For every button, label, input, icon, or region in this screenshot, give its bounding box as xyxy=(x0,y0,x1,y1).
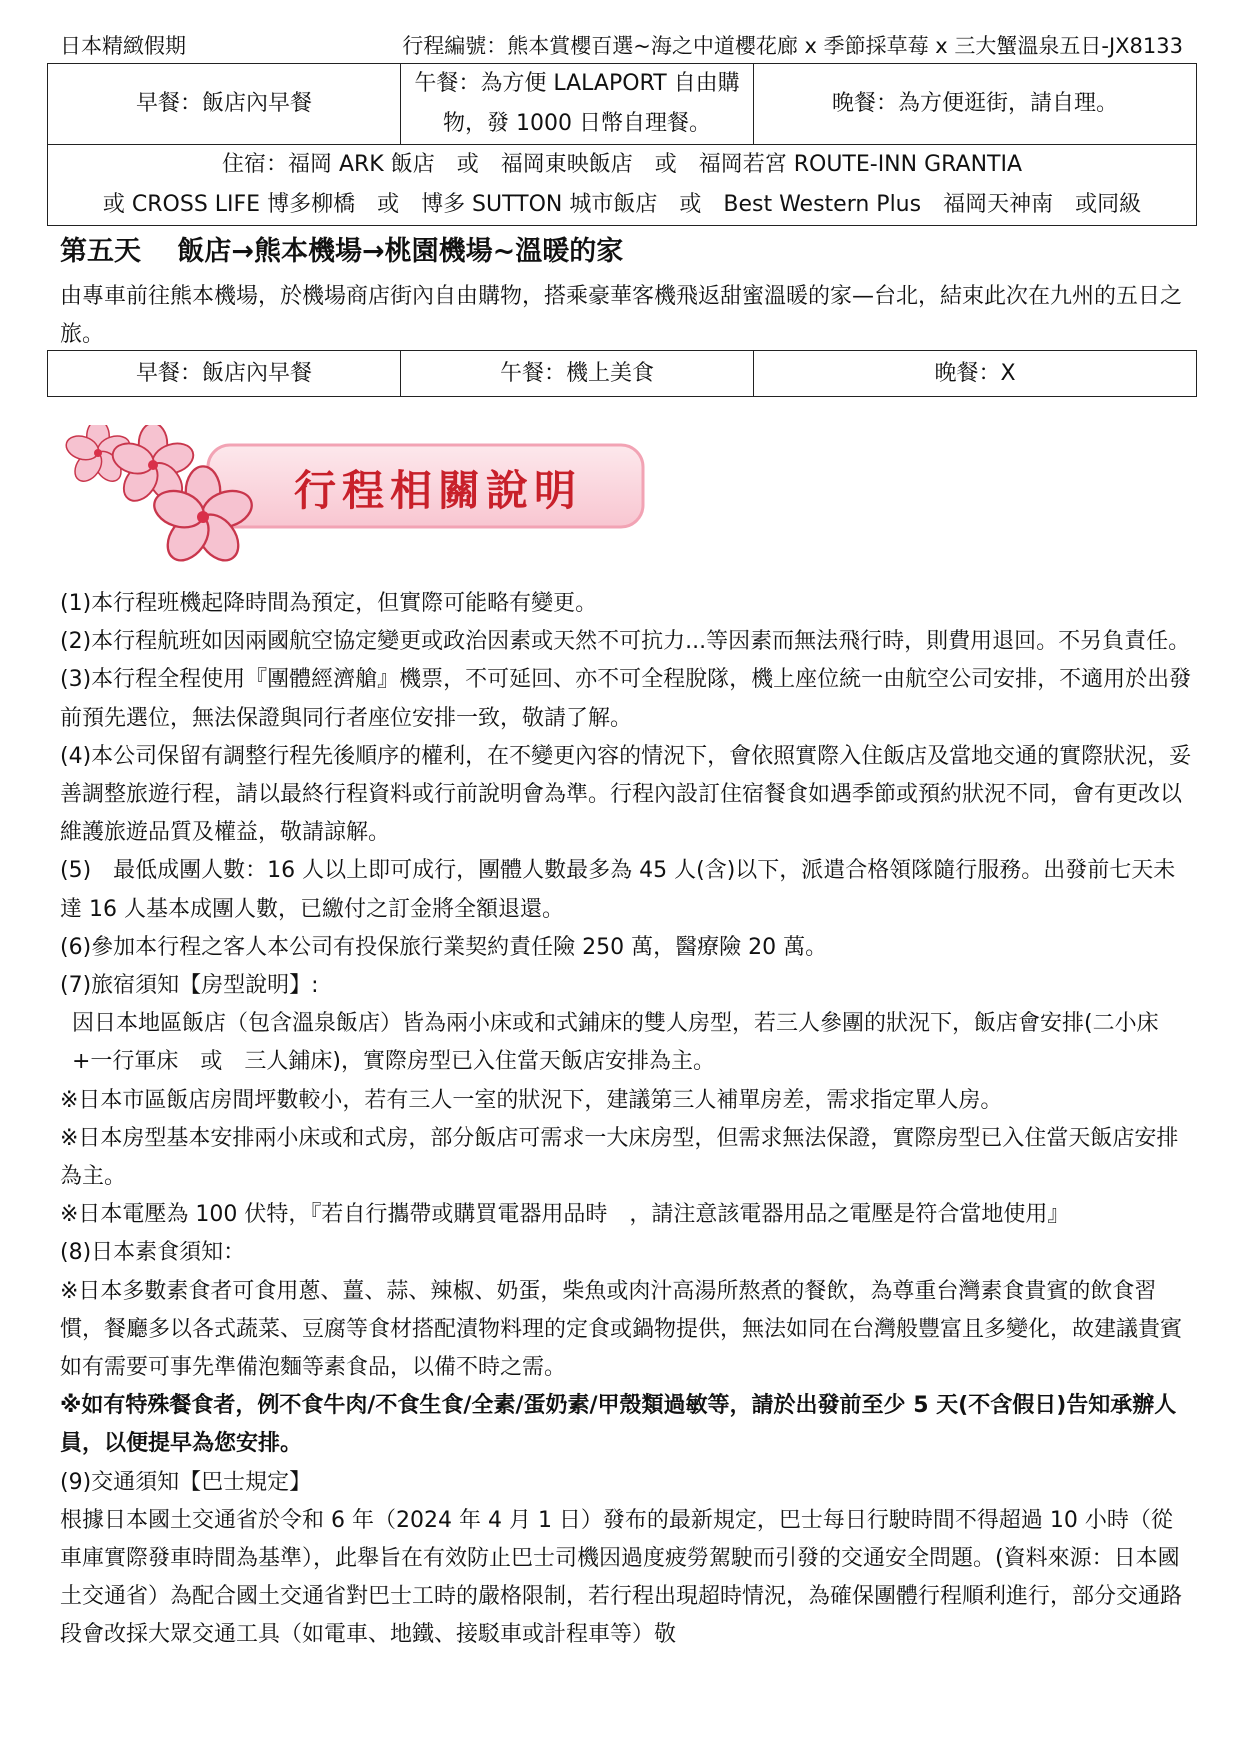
itinerary-code: 行程編號：熊本賞櫻百選~海之中道櫻花廊 x 季節採草莓 x 三大蟹溫泉五日-JX8133 xyxy=(402,34,1183,58)
note-item: (8)日本素食須知： xyxy=(60,1240,246,1266)
day5-description: 由專車前往熊本機場，於機場商店街內自由購物，搭乘豪華客機飛返甜蜜溫暖的家—台北，結束此次在九州的五日之旅。 xyxy=(60,284,1183,347)
note-item: 因日本地區飯店（包含溫泉飯店）皆為兩小床或和式鋪床的雙人房型，若三人參團的狀況下，飯店會安排(二小床+一行軍床 或 三人鋪床)，實際房型已入住當天飯店安排為主。 xyxy=(72,1011,1159,1075)
lunch-line-2: 物，發 1000 日幣自理餐。 xyxy=(443,111,711,136)
hotel-line-2: 或 CROSS LIFE 博多柳橋 或 博多 SUTTON 城市飯店 或 Best Western Plus 福岡天神南 或同級 xyxy=(102,192,1142,217)
note-item: (5) 最低成團人數：16 人以上即可成行，團體人數最多為 45 人(含)以下，派遣合格領隊隨行服務。出發前七天未達 16 人基本成團人數，已繳付之訂金將全額退還。 xyxy=(60,858,1176,922)
lunch-cell: 午餐：機上美食 xyxy=(401,351,754,397)
cherry-blossom-banner-graphic xyxy=(58,425,658,565)
banner-title: 行程相關說明 xyxy=(294,466,583,515)
note-item: (3)本行程全程使用『團體經濟艙』機票，不可延回、亦不可全程脫隊，機上座位統一由航空公司安排，不適用於出發前預先選位，無法保證與同行者座位安排一致，敬請了解。 xyxy=(60,667,1192,731)
breakfast-cell: 早餐：飯店內早餐 xyxy=(48,64,401,145)
note-item: (2)本行程航班如因兩國航空協定變更或政治因素或天然不可抗力...等因素而無法飛行時，則費用退回。不另負責任。 xyxy=(60,629,1191,655)
note-item-bold: ※如有特殊餐食者，例不食牛肉/不食生食/全素/蛋奶素/甲殼類過敏等，請於出發前至少 5 天(不含假日)告知承辦人員，以便提早為您安排。 xyxy=(60,1393,1177,1457)
lunch-line-1: 午餐：為方便 LALAPORT 自由購 xyxy=(414,71,740,96)
dinner-cell: 晚餐：X xyxy=(754,351,1197,397)
breakfast-cell: 早餐：飯店內早餐 xyxy=(48,351,401,397)
brand-label: 日本精緻假期 xyxy=(60,34,186,58)
notes-banner xyxy=(58,425,658,565)
dinner-cell: 晚餐：為方便逛街，請自理。 xyxy=(754,64,1197,145)
note-item: (1)本行程班機起降時間為預定，但實際可能略有變更。 xyxy=(60,591,598,616)
notes-section xyxy=(60,585,1192,1655)
note-item: ※日本多數素食者可食用蔥、薑、蒜、辣椒、奶蛋，柴魚或肉汁高湯所熬煮的餐飲，為尊重台灣素食貴賓的飲食習慣，餐廳多以各式蔬菜、豆腐等食材搭配漬物料理的定食或鍋物提供，無法如同在台灣般豐富且多變化，故建議貴賓如有需要可事先準備泡麵等素食品，以備不時之需。 xyxy=(60,1278,1183,1381)
note-item: (7)旅宿須知【房型說明】: xyxy=(60,973,319,999)
day5-meal-table xyxy=(47,350,1197,397)
note-item: (9)交通須知【巴士規定】 xyxy=(60,1469,312,1495)
day5-title: 第五天 飯店→熊本機場→桃園機場~溫暖的家 xyxy=(60,236,624,267)
hotel-cell xyxy=(48,145,1197,226)
lunch-cell xyxy=(401,64,754,145)
note-item: ※日本電壓為 100 伏特，『若自行攜帶或購買電器用品時 ，請注意該電器用品之電壓是符合當地使用』 xyxy=(60,1202,1070,1228)
note-item: (4)本公司保留有調整行程先後順序的權利，在不變更內容的情況下，會依照實際入住飯店及當地交通的實際狀況，妥善調整旅遊行程，請以最終行程資料或行前說明會為準。行程內設訂住宿餐食如遇季節或預約狀況不同，會有更改以維護旅遊品質及權益，敬請諒解。 xyxy=(60,743,1192,846)
hotel-line-1: 住宿：福岡 ARK 飯店 或 福岡東映飯店 或 福岡若宮 ROUTE-INN GRANTIA xyxy=(221,152,1023,177)
note-item: 根據日本國土交通省於令和 6 年（2024 年 4 月 1 日）發布的最新規定，巴士每日行駛時間不得超過 10 小時（從車庫實際發車時間為基準），此舉旨在有效防止巴士司機因過度疲勞駕駛而引發的交通安全問題。(資料來源：日本國土交通省）為配合國土交通省對巴士工時的嚴格限制，若行程出現超時情況，為確保團體行程順利進行，部分交通路段會改採大眾交通工具（如電車、地鐵、接駁車或計程車等）敬 xyxy=(60,1507,1183,1648)
note-item: ※日本市區飯店房間坪數較小，若有三人一室的狀況下，建議第三人補單房差，需求指定單人房。 xyxy=(60,1087,1003,1113)
day4-meal-table xyxy=(47,63,1197,226)
note-item: (6)參加本行程之客人本公司有投保旅行業契約責任險 250 萬，醫療險 20 萬。 xyxy=(60,934,828,960)
note-item: ※日本房型基本安排兩小床或和式房，部分飯店可需求一大床房型，但需求無法保證，實際房型已入住當天飯店安排為主。 xyxy=(60,1125,1179,1190)
